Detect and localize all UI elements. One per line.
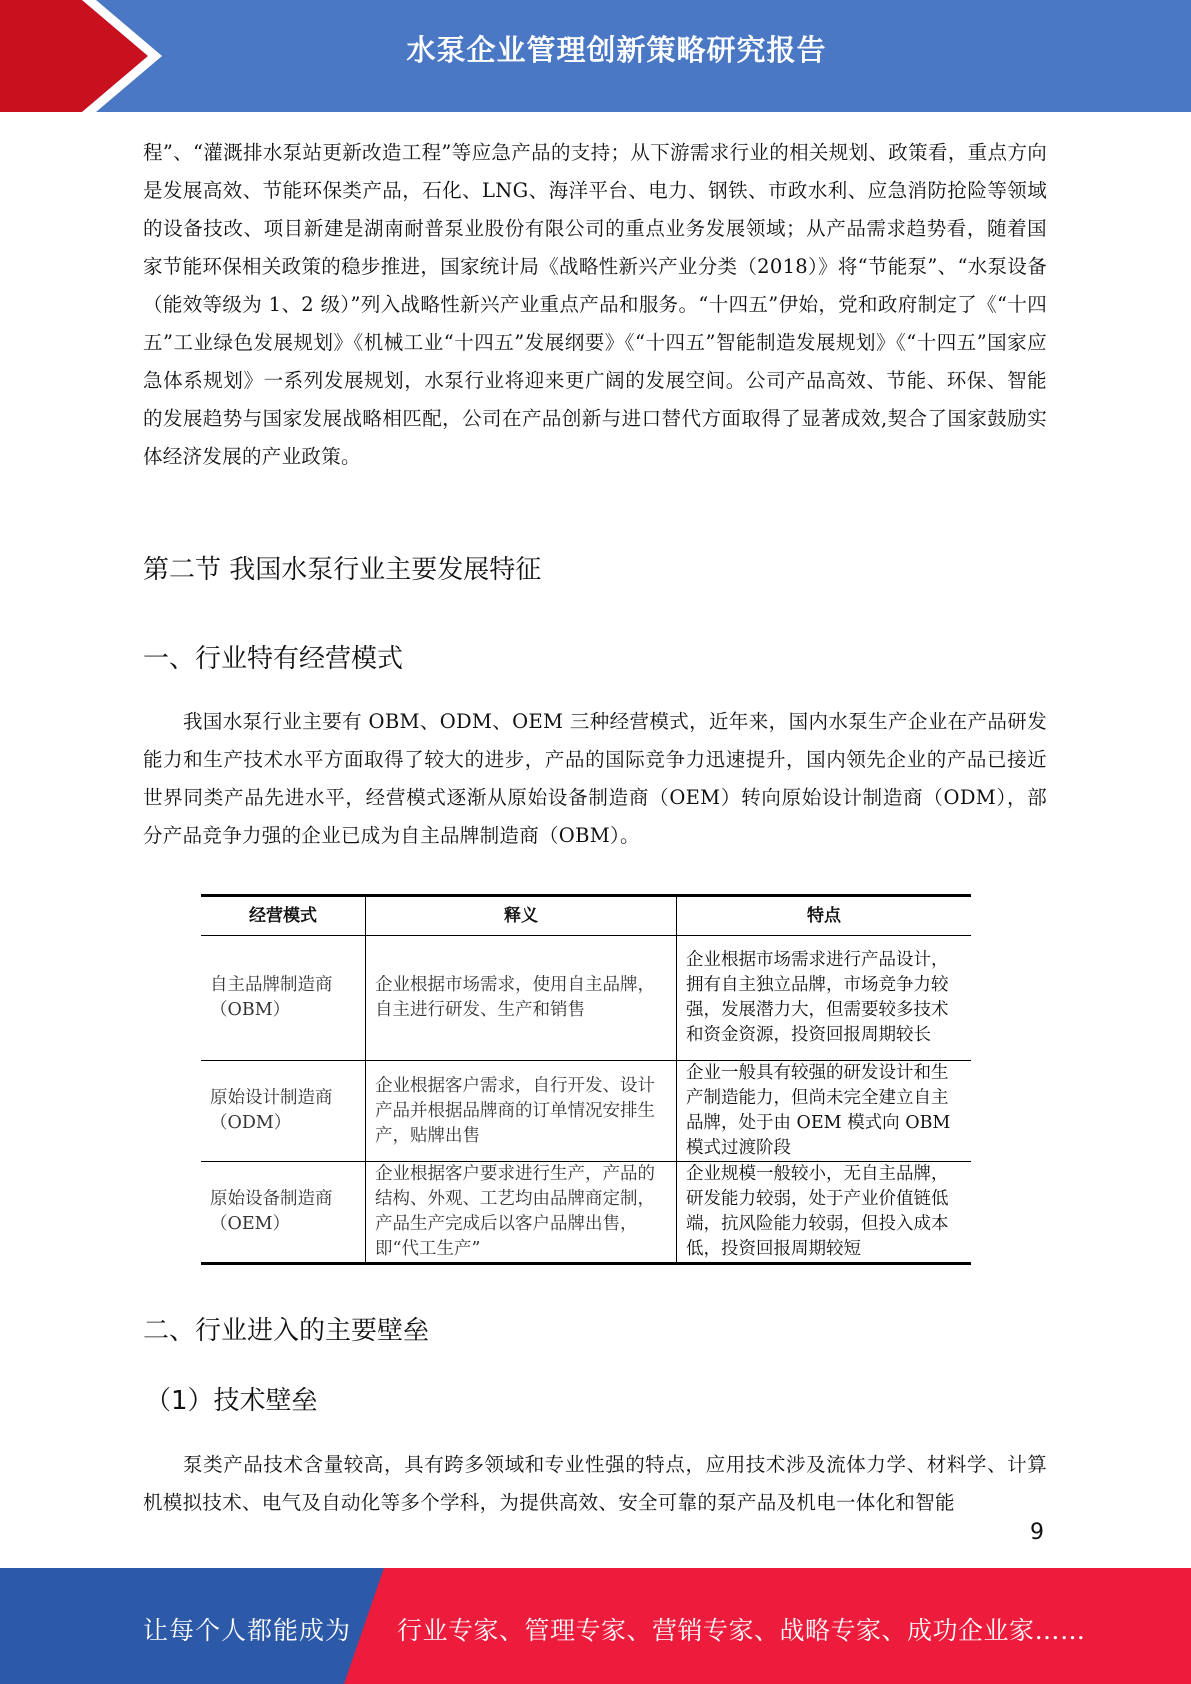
table-cell-meaning: 企业根据客户要求进行生产，产品的结构、外观、工艺均由品牌商定制，产品生产完成后以客户品牌出售，即“代工生产” [366,1162,677,1264]
table-row [201,936,971,1061]
table-cell-features: 企业规模一般较小，无自主品牌，研发能力较弱，处于产业价值链低端，抗风险能力较弱，但投入成本低，投资回报周期较短 [677,1162,972,1264]
table-header-meaning: 释义 [366,896,677,936]
table-cell-mode: 自主品牌制造商（OBM） [201,936,366,1061]
heading-entry-barriers: 二、行业进入的主要壁垒 [143,1316,430,1346]
technical-barrier-block [143,1446,1047,1522]
business-models-table [201,894,971,1265]
report-title: 水泵企业管理创新策略研究报告 [406,33,827,67]
table-header-row [201,896,971,936]
heading-business-models: 一、行业特有经营模式 [143,644,404,674]
page-header [0,0,1191,112]
page-footer [0,1568,1191,1684]
table-cell-meaning: 企业根据客户需求，自行开发、设计产品并根据品牌商的订单情况安排生产，贴牌出售 [366,1061,677,1162]
table-cell-features: 企业一般具有较强的研发设计和生产制造能力，但尚未完全建立自主品牌，处于由 OEM 模式向 OBM 模式过渡阶段 [677,1061,972,1162]
footer-slogan-left: 让每个人都能成为 [143,1616,352,1645]
page-number: 9 [1030,1520,1044,1545]
table-cell-features: 企业根据市场需求进行产品设计，拥有自主独立品牌，市场竞争力较强，发展潜力大，但需要较多技术和资金资源，投资回报周期较长 [677,936,972,1061]
table-header-features: 特点 [677,896,972,936]
table-cell-mode: 原始设备制造商（OEM） [201,1162,366,1264]
table-row [201,1061,971,1162]
table-header-mode: 经营模式 [201,896,366,936]
table-cell-meaning: 企业根据市场需求，使用自主品牌，自主进行研发、生产和销售 [366,936,677,1061]
business-models-block [143,703,1047,855]
business-models-paragraph: 我国水泵行业主要有 OBM、ODM、OEM 三种经营模式，近年来，国内水泵生产企业在产品研发能力和生产技术水平方面取得了较大的进步，产品的国际竞争力迅速提升，国内领先企业的产品已接近世界同类产品先进水平，经营模式逐渐从原始设备制造商（OEM）转向原始设计制造商（ODM），部分产品竞争力强的企业已成为自主品牌制造商（OBM）。 [143,710,1047,847]
table-cell-mode: 原始设计制造商（ODM） [201,1061,366,1162]
footer-slogan-right: 行业专家、管理专家、营销专家、战略专家、成功企业家…… [397,1616,1086,1645]
intro-paragraph: 程”、“灌溉排水泵站更新改造工程”等应急产品的支持；从下游需求行业的相关规划、政策看，重点方向是发展高效、节能环保类产品，石化、LNG、海洋平台、电力、钢铁、市政水利、应急消防抢险等领域的设备技改、项目新建是湖南耐普泵业股份有限公司的重点业务发展领域；从产品需求趋势看，随着国家节能环保相关政策的稳步推进，国家统计局《战略性新兴产业分类（2018）》将“节能泵”、“水泵设备（能效等级为 1、2 级）”列入战略性新兴产业重点产品和服务。“十四五”伊始，党和政府制定了《“十四五”工业绿色发展规划》《机械工业“十四五”发展纲要》《“十四五”智能制造发展规划》《“十四五”国家应急体系规划》一系列发展规划，水泵行业将迎来更广阔的发展空间。公司产品高效、节能、环保、智能的发展趋势与国家发展战略相匹配，公司在产品创新与进口替代方面取得了显著成效,契合了国家鼓励实体经济发展的产业政策。 [143,141,1047,468]
subheading-technical-barrier: （1）技术壁垒 [145,1386,318,1416]
section-title: 第二节 我国水泵行业主要发展特征 [143,555,542,585]
technical-barrier-paragraph: 泵类产品技术含量较高，具有跨多领域和专业性强的特点，应用技术涉及流体力学、材料学、计算机模拟技术、电气及自动化等多个学科，为提供高效、安全可靠的泵产品及机电一体化和智能 [143,1453,1047,1514]
intro-block [143,134,1047,476]
table-row [201,1162,971,1264]
